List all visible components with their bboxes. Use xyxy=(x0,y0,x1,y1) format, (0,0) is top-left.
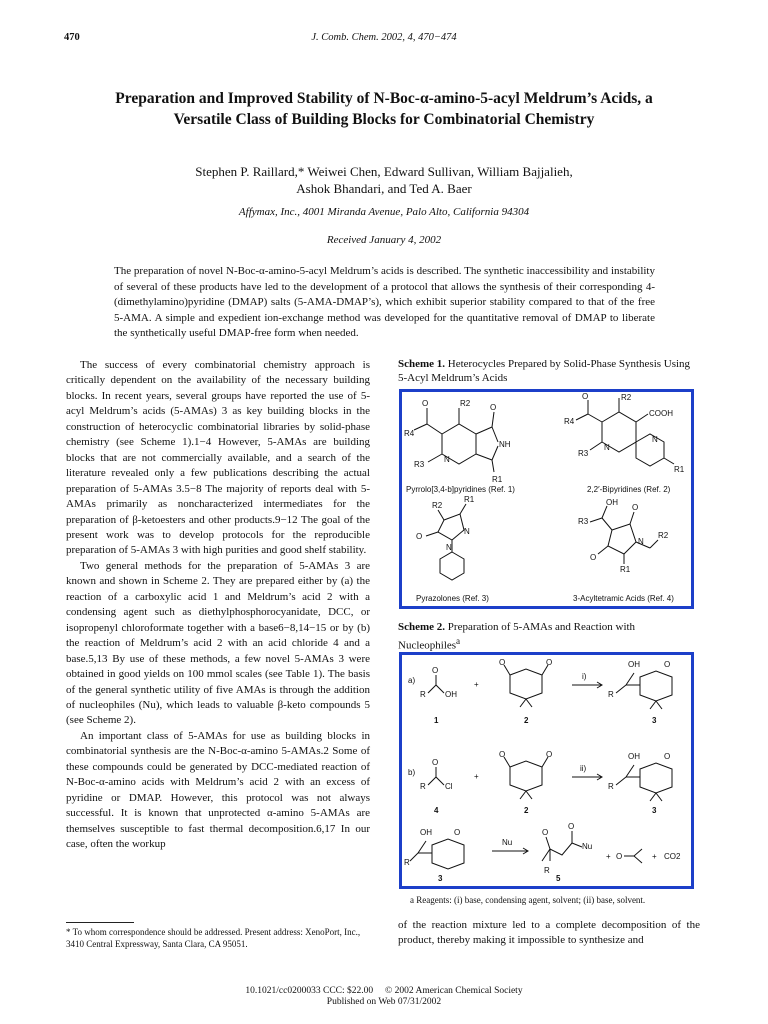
carboxylic-acid-1 xyxy=(420,666,457,699)
received-date: Received January 4, 2002 xyxy=(326,234,442,246)
svg-text:R: R xyxy=(608,690,614,699)
svg-text:O: O xyxy=(664,660,671,669)
svg-text:R1: R1 xyxy=(464,495,475,504)
svg-text:+: + xyxy=(652,852,657,861)
svg-text:R2: R2 xyxy=(460,399,471,408)
scheme-1-label-b: 2,2′-Bipyridines (Ref. 2) xyxy=(587,485,671,494)
abstract: The preparation of novel N-Boc-α-amino-5-acyl Meldrum’s acids is described. The synthetic inaccessibility and instability of several of these products have led to the development of a protocol that allows the synthesis of their corresponding 4-(dimethylamino)pyridine (DMAP) salts (5-AMA-DMAP’s), which exhibit superior stability compared to that of the free 5-AMA. A simple and expedient ion-exchange method was developed for the quantitative removal of DMAP to liberate the synthetically useful DMAP-free form when needed. xyxy=(114,265,655,340)
svg-text:OH: OH xyxy=(628,660,640,669)
scheme-1-label-c: Pyrazolones (Ref. 3) xyxy=(416,594,489,603)
svg-text:N: N xyxy=(446,543,452,552)
svg-text:R4: R4 xyxy=(404,429,415,438)
acyl-meldrums-acid-3 xyxy=(608,660,672,709)
compound-3: 3 xyxy=(652,716,657,725)
svg-text:COOH: COOH xyxy=(649,409,673,418)
svg-text:R2: R2 xyxy=(658,531,669,540)
svg-text:O: O xyxy=(616,852,623,861)
pyrrolopyridine-structure xyxy=(404,399,511,484)
left-column xyxy=(66,358,370,853)
tetramic-acid-structure xyxy=(578,498,669,574)
svg-text:R2: R2 xyxy=(432,501,443,510)
svg-text:R3: R3 xyxy=(578,449,589,458)
svg-text:O: O xyxy=(454,828,461,837)
co2-label: CO2 xyxy=(664,852,681,861)
svg-text:+: + xyxy=(474,772,479,781)
svg-text:O: O xyxy=(416,532,423,541)
acyl-meldrums-acid-3b xyxy=(608,752,672,801)
svg-text:O: O xyxy=(582,392,589,401)
svg-text:O: O xyxy=(542,828,549,837)
svg-text:R3: R3 xyxy=(414,460,425,469)
svg-text:R1: R1 xyxy=(492,475,503,484)
footnote: * To whom correspondence should be addressed. Present address: XenoPort, Inc., 3410 Central Expressway, Santa Clara, CA 95051. xyxy=(66,927,361,949)
journal-citation: J. Comb. Chem. 2002, 4, 470−474 xyxy=(311,32,457,43)
scheme-2-figure xyxy=(399,652,694,889)
svg-text:O: O xyxy=(664,752,671,761)
svg-text:R: R xyxy=(608,782,614,791)
scheme-2-caption-sup: a xyxy=(456,635,461,646)
nucleophile-label: Nu xyxy=(502,838,513,847)
compound-3-repeat: 3 xyxy=(652,806,657,815)
compound-2: 2 xyxy=(524,716,529,725)
svg-text:R1: R1 xyxy=(674,465,685,474)
svg-text:O: O xyxy=(499,750,506,759)
compound-5: 5 xyxy=(556,874,561,883)
svg-text:+: + xyxy=(606,852,611,861)
svg-text:R3: R3 xyxy=(578,517,589,526)
row-a-label: a) xyxy=(408,676,416,685)
svg-text:O: O xyxy=(546,750,553,759)
svg-text:O: O xyxy=(432,666,439,675)
page-number: 470 xyxy=(64,32,80,43)
svg-text:N: N xyxy=(464,527,470,536)
author-list xyxy=(110,163,658,197)
svg-text:O: O xyxy=(590,553,597,562)
svg-text:R: R xyxy=(420,690,426,699)
svg-text:Nu: Nu xyxy=(582,842,593,851)
scheme-1-caption-text: Heterocycles Prepared by Solid-Phase Synthesis Using 5-Acyl Meldrum’s Acids xyxy=(398,358,691,384)
pyrazolone-structure xyxy=(416,495,475,580)
svg-text:OH: OH xyxy=(628,752,640,761)
article-title: Preparation and Improved Stability of N-Boc-α-amino-5-acyl Meldrum’s Acids, a Versatile Class of Building Blocks for Combinatorial Chemistry xyxy=(115,90,653,128)
affiliation: Affymax, Inc., 4001 Miranda Avenue, Palo Alto, California 94304 xyxy=(238,206,530,218)
svg-text:OH: OH xyxy=(420,828,432,837)
page-footer xyxy=(0,986,768,1008)
svg-text:O: O xyxy=(546,658,553,667)
compound-4: 4 xyxy=(434,806,439,815)
right-column-continuation: of the reaction mixture led to a complete decomposition of the product, thereby making it impossible to synthesize and xyxy=(398,919,700,946)
svg-text:R: R xyxy=(404,858,410,867)
svg-text:O: O xyxy=(499,658,506,667)
svg-text:R: R xyxy=(544,866,550,875)
scheme-2-footnote: a Reagents: (i) base, condensing agent, solvent; (ii) base, solvent. xyxy=(410,895,646,905)
svg-text:R: R xyxy=(420,782,426,791)
svg-text:O: O xyxy=(632,503,639,512)
doi-copyright: 10.1021/cc0200033 CCC: $22.00 © 2002 American Chemical Society xyxy=(245,986,523,996)
meldrums-acid-2b xyxy=(499,750,552,799)
svg-text:O: O xyxy=(490,403,497,412)
body-paragraph: Two general methods for the preparation of 5-AMAs 3 are known and shown in Scheme 2. They are prepared either by (a) the reaction of a carboxylic acid 1 and Meldrum’s acid 2 with a condensing agent such as diethylphosphorocyanidate, DCC, or isopropenyl chloroformate together with a base6−8,14−15 or by (b) the reaction of Meldrum’s acid 2 with an acid chloride 4 and a base.5,13 By use of these methods, a few novel 5-AMAs 3 were obtained in good yields on 100 mmol scales (see Table 1). The basis of the general synthetic utility of five AMAs is through the addition of nucleophiles (Nu), which leads to valuable β-keto compounds 5 (see Scheme 2). xyxy=(66,559,370,727)
scheme-1-label-d: 3-Acyltetramic Acids (Ref. 4) xyxy=(573,594,674,603)
acid-chloride-4 xyxy=(420,758,453,791)
footnote-rule xyxy=(66,922,134,923)
svg-text:OH: OH xyxy=(606,498,618,507)
body-paragraph: The success of every combinatorial chemistry approach is critically dependent on the availability of the necessary building blocks. In recent years, several groups have reported the use of 5-acyl Meldrum’s acids (5-AMAs) 3 as key building blocks in the construction of heterocyclic combinatorial libraries by solid-phase chemistry (see Scheme 1).1−4 However, 5-AMAs are building blocks that are not commercially available, and a search of the literature revealed only a few publications describing the actual preparation of 5-AMAs 3.5−8 The majority of reports deal with 5-AMAs primarily as noncharacterized intermediates for the preparation of β-ketoesters and other products.9−12 The goal of the present work was to develop protocols for the reproducible preparation of 5-AMAs 3 with high purities and good shelf stability. xyxy=(66,359,370,557)
svg-text:R1: R1 xyxy=(620,565,631,574)
scheme-1-label: Scheme 1. xyxy=(398,358,446,370)
row-b-label: b) xyxy=(408,768,416,777)
body-paragraph: An important class of 5-AMAs for use as building blocks in combinatorial synthesis are the N-Boc-α-amino 5-AMAs.2 Some of these compounds could be generated by DCC-mediated reaction of N-Boc-α-amino acids with Meldrum’s acid 2 with an excess of pyridine or DMAP. However, this protocol was not always successful. It is known that unprotected α-amino 5-AMAs are themselves susceptible to fast thermal decomposition.6,17 In our case, often the workup xyxy=(66,729,370,851)
author-line-1: Stephen P. Raillard,* Weiwei Chen, Edward Sullivan, William Bajjalieh, xyxy=(195,164,573,179)
svg-text:O: O xyxy=(432,758,439,767)
reagent-i: i) xyxy=(582,672,587,681)
scheme-2-caption xyxy=(398,621,698,653)
svg-text:N: N xyxy=(444,455,450,464)
svg-text:O: O xyxy=(422,399,429,408)
scheme-1-caption xyxy=(398,358,698,385)
meldrums-acid-2 xyxy=(499,658,552,707)
svg-text:NH: NH xyxy=(499,440,511,449)
scheme-2-caption-text: Preparation of 5-AMAs and Reaction with Nucleophiles xyxy=(398,621,636,652)
compound-1: 1 xyxy=(434,716,439,725)
scheme-1-label-a: Pyrrolo[3,4-b]pyridines (Ref. 1) xyxy=(406,485,515,494)
author-line-2: Ashok Bhandari, and Ted A. Baer xyxy=(296,181,472,196)
svg-text:Cl: Cl xyxy=(445,782,453,791)
svg-text:R2: R2 xyxy=(621,393,632,402)
beta-keto-product-5 xyxy=(542,822,592,875)
svg-text:+: + xyxy=(474,680,479,689)
svg-text:R4: R4 xyxy=(564,417,575,426)
publication-date: Published on Web 07/31/2002 xyxy=(326,997,442,1007)
bipyridine-structure xyxy=(564,392,685,474)
reagent-ii: ii) xyxy=(580,764,587,773)
compound-2-repeat: 2 xyxy=(524,806,529,815)
running-header xyxy=(64,32,704,48)
acetone xyxy=(616,849,642,863)
svg-text:OH: OH xyxy=(445,690,457,699)
compound-3-final: 3 xyxy=(438,874,443,883)
svg-text:N: N xyxy=(604,443,610,452)
svg-text:N: N xyxy=(652,435,658,444)
scheme-2-label: Scheme 2. xyxy=(398,621,446,633)
acyl-meldrums-acid-3c xyxy=(404,828,464,869)
svg-text:N: N xyxy=(638,537,644,546)
scheme-1-figure xyxy=(399,389,694,609)
svg-text:O: O xyxy=(568,822,575,831)
